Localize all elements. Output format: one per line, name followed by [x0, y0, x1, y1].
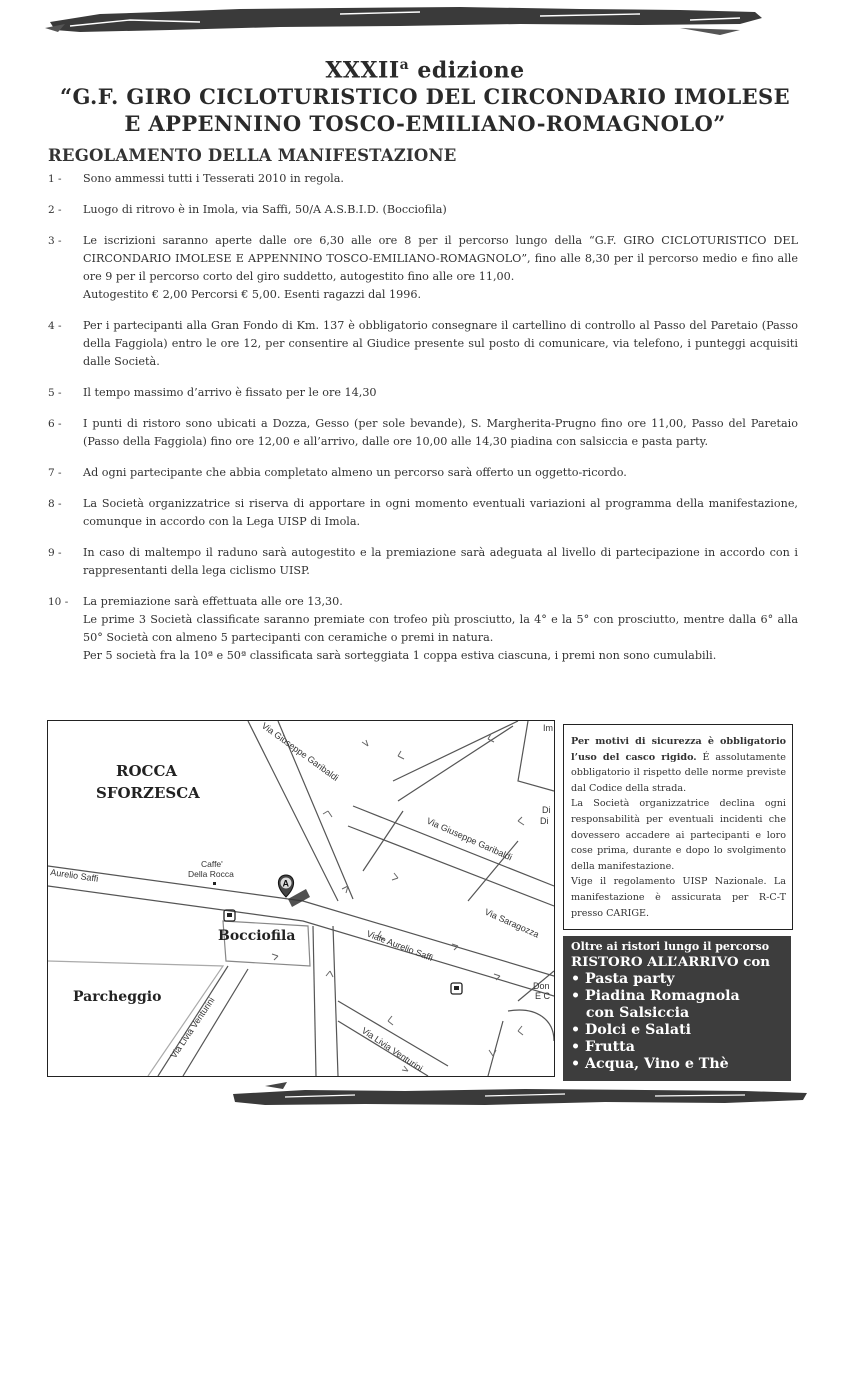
bocciofila-label: Bocciofila: [218, 928, 296, 944]
rule-number: 5 -: [48, 387, 62, 399]
caffe-label-2: Della Rocca: [188, 869, 234, 879]
rules-list: [48, 170, 798, 678]
rule-text: [83, 544, 798, 580]
rule-line: Il tempo massimo d’arrivo è fissato per le ore 14,30: [83, 386, 377, 399]
edge-label-right-3: Don: [533, 981, 550, 991]
rule-text: [83, 495, 798, 531]
edge-label-right-4: E C: [535, 991, 551, 1001]
ristoro-heading: RISTORO ALL’ARRIVO con: [571, 954, 771, 970]
rule-line: I punti di ristoro sono ubicati a Dozza, Gesso (per sole bevande), S. Margherita-Prugno fino ore 11,00, Passo del Paretaio (Passo della Faggiola) fino ore 12,00 e all’arrivo, dalle ore 10,00 alle 14,30 piadina con salsiccia e pasta party.: [83, 417, 798, 448]
edge-label-right-1: Di: [542, 805, 551, 815]
rule-line: Le iscrizioni saranno aperte dalle ore 6,30 alle ore 8 per il percorso lungo della “G.F. GIRO CICLOTURISTICO DEL CIRCONDARIO IMOLESE E APPENNINO TOSCO-EMILIANO-ROMAGNOLO”, fino alle 8,30 per il percorso medio e fino alle ore 9 per il percorso corto del giro suddetto, autogestito fino alle ore 11,00.: [83, 234, 798, 283]
rule-item: [48, 544, 798, 580]
rule-item: [48, 170, 798, 188]
street-saragozza: Via Saragozza: [483, 906, 541, 940]
rule-line: La Società organizzatrice si riserva di apportare in ogni momento eventuali variazioni al programma della manifestazione, comunque in accordo con la Lega UISP di Imola.: [83, 497, 798, 528]
ristoro-item: • Piadina Romagnola: [571, 988, 740, 1004]
liability-text: La Società organizzatrice declina ogni responsabilità per eventuali incidenti che dovessero accadere ai partecipanti e loro cose prima, durante e dopo lo svolgimento della manifestazione.: [571, 798, 786, 872]
rule-line: Per i partecipanti alla Gran Fondo di Km. 137 è obbligatorio consegnare il cartellino di controllo al Passo del Paretaio (Passo della Faggiola) entro le ore 12, per consentire al Giudice presente sul posto di comunicare, via telefono, i punteggi acquisiti dalle Società.: [83, 319, 798, 368]
rule-item: [48, 232, 798, 304]
regulation-text: Vige il regolamento UISP Nazionale. La manifestazione è assicurata per R-C-T presso CARIGE.: [571, 876, 786, 919]
rule-line: La premiazione sarà effettuata alle ore 13,30.: [83, 595, 343, 608]
street-viale-saffi: Viale Aurelio Saffi: [365, 928, 435, 964]
edition-word: edizione: [409, 57, 525, 84]
street-garibaldi-top: Via Giuseppe Garibaldi: [259, 721, 341, 783]
rule-line: In caso di maltempo il raduno sarà autogestito e la premiazione sarà adeguata al livello di partecipazione in accordo con i rappresentanti della lega ciclismo UISP.: [83, 546, 798, 577]
edition-sup: a: [399, 57, 410, 73]
rule-line: Sono ammessi tutti i Tesserati 2010 in regola.: [83, 172, 344, 185]
ristoro-item: • Frutta: [571, 1039, 635, 1055]
rule-text: [83, 170, 798, 188]
section-title: REGOLAMENTO DELLA MANIFESTAZIONE: [48, 146, 457, 165]
top-brush-stroke: [40, 0, 770, 38]
edge-label-right-2: Di: [540, 816, 549, 826]
rule-number: 2 -: [48, 204, 62, 216]
rocca-label-2: SFORZESCA: [96, 784, 200, 802]
safety-bold-text: Per motivi di sicurezza è obbligatorio l’uso del casco rigido.: [571, 736, 786, 763]
location-map: [47, 720, 555, 1077]
edition-number: XXXII: [325, 57, 400, 84]
street-venturini-left: Via Livia Venturini: [168, 995, 217, 1061]
rule-line: Luogo di ritrovo è in Imola, via Saffi, 50/A A.S.B.I.D. (Bocciofila): [83, 203, 447, 216]
road-vertical-1: [313, 926, 316, 1076]
street-garibaldi-right: Via Giuseppe Garibaldi: [425, 815, 514, 863]
title-line-1: “G.F. GIRO CICLOTURISTICO DEL CIRCONDARIO IMOLESE: [59, 84, 791, 110]
street-aurelio-saffi-left: Aurelio Saffi: [49, 867, 100, 884]
ristoro-intro: Oltre ai ristori lungo il percorso: [571, 940, 770, 953]
rule-number: 1 -: [48, 173, 62, 185]
rule-item: [48, 495, 798, 531]
rule-text: [83, 464, 798, 482]
rule-number: 9 -: [48, 547, 62, 559]
ristoro-item: • Dolci e Salati: [571, 1022, 692, 1038]
title-block: [0, 52, 850, 137]
rule-text: [83, 232, 798, 304]
caffe-dot: [213, 882, 216, 885]
rule-number: 8 -: [48, 498, 62, 510]
ristoro-box: [563, 936, 791, 1081]
edition-line: [0, 52, 850, 83]
road-vertical-2: [333, 926, 338, 1076]
safety-info-box: [563, 724, 793, 930]
block-4: [393, 721, 518, 781]
rule-text: [83, 384, 798, 402]
rocca-label-1: ROCCA: [116, 762, 178, 780]
street-venturini-bottom: Via Livia Venturini: [359, 1025, 425, 1074]
marker-letter: A: [282, 878, 289, 889]
map-svg: [48, 721, 554, 1076]
rule-number: 4 -: [48, 320, 62, 332]
rule-item: [48, 593, 798, 665]
rule-text: [83, 317, 798, 371]
edge-label-top: Im: [543, 723, 553, 733]
rule-line: Le prime 3 Società classificate saranno premiate con trofeo più prosciutto, la 4° e la 5° con prosciutto, mentre dalla 6° alla 50° Società con almeno 5 partecipanti con ceramiche o premi in natura.: [83, 613, 798, 644]
rule-line: Ad ogni partecipante che abbia completato almeno un percorso sarà offerto un oggetto-ricordo.: [83, 466, 627, 479]
rule-number: 3 -: [48, 235, 62, 247]
rule-item: [48, 317, 798, 371]
rule-number: 6 -: [48, 418, 62, 430]
road-garibaldi-right-branch-2: [348, 826, 554, 906]
rule-text: [83, 415, 798, 451]
roundabout: [488, 1010, 554, 1076]
parcheggio-label: Parcheggio: [73, 989, 162, 1005]
rule-line: Per 5 società fra la 10ª e 50ª classificata sarà sorteggiata 1 coppa estiva ciascuna, i premi non sono cumulabili.: [83, 649, 717, 662]
rule-item: [48, 201, 798, 219]
ristoro-item: con Salsiccia: [571, 1005, 690, 1021]
rule-line: Autogestito € 2,00 Percorsi € 5,00. Esenti ragazzi dal 1996.: [83, 288, 422, 301]
caffe-label-1: Caffe': [201, 859, 223, 869]
title-line-2: E APPENNINO TOSCO-EMILIANO-ROMAGNOLO”: [124, 111, 726, 137]
rule-item: [48, 384, 798, 402]
ristoro-list: [571, 971, 783, 1073]
rule-item: [48, 464, 798, 482]
block-2: [363, 811, 403, 871]
safety-rest-text: É assolutamente obbligatorio il rispetto delle norme previste dal Codice della strada.: [571, 751, 786, 794]
rule-number: 7 -: [48, 467, 62, 479]
road-garibaldi-right-branch: [353, 806, 554, 886]
bottom-brush-stroke: [225, 1078, 815, 1112]
rule-text: [83, 593, 798, 665]
road-venturini-bottom-2: [338, 1001, 448, 1066]
rule-number: 10 -: [48, 596, 69, 608]
ristoro-item: • Pasta party: [571, 971, 675, 987]
block-1: [398, 726, 513, 801]
road-saffi-bottom-edge: [48, 886, 554, 996]
rule-text: [83, 201, 798, 219]
rule-item: [48, 415, 798, 451]
ristoro-item: • Acqua, Vino e Thè: [571, 1056, 729, 1072]
bus-icon-2: [451, 983, 462, 994]
